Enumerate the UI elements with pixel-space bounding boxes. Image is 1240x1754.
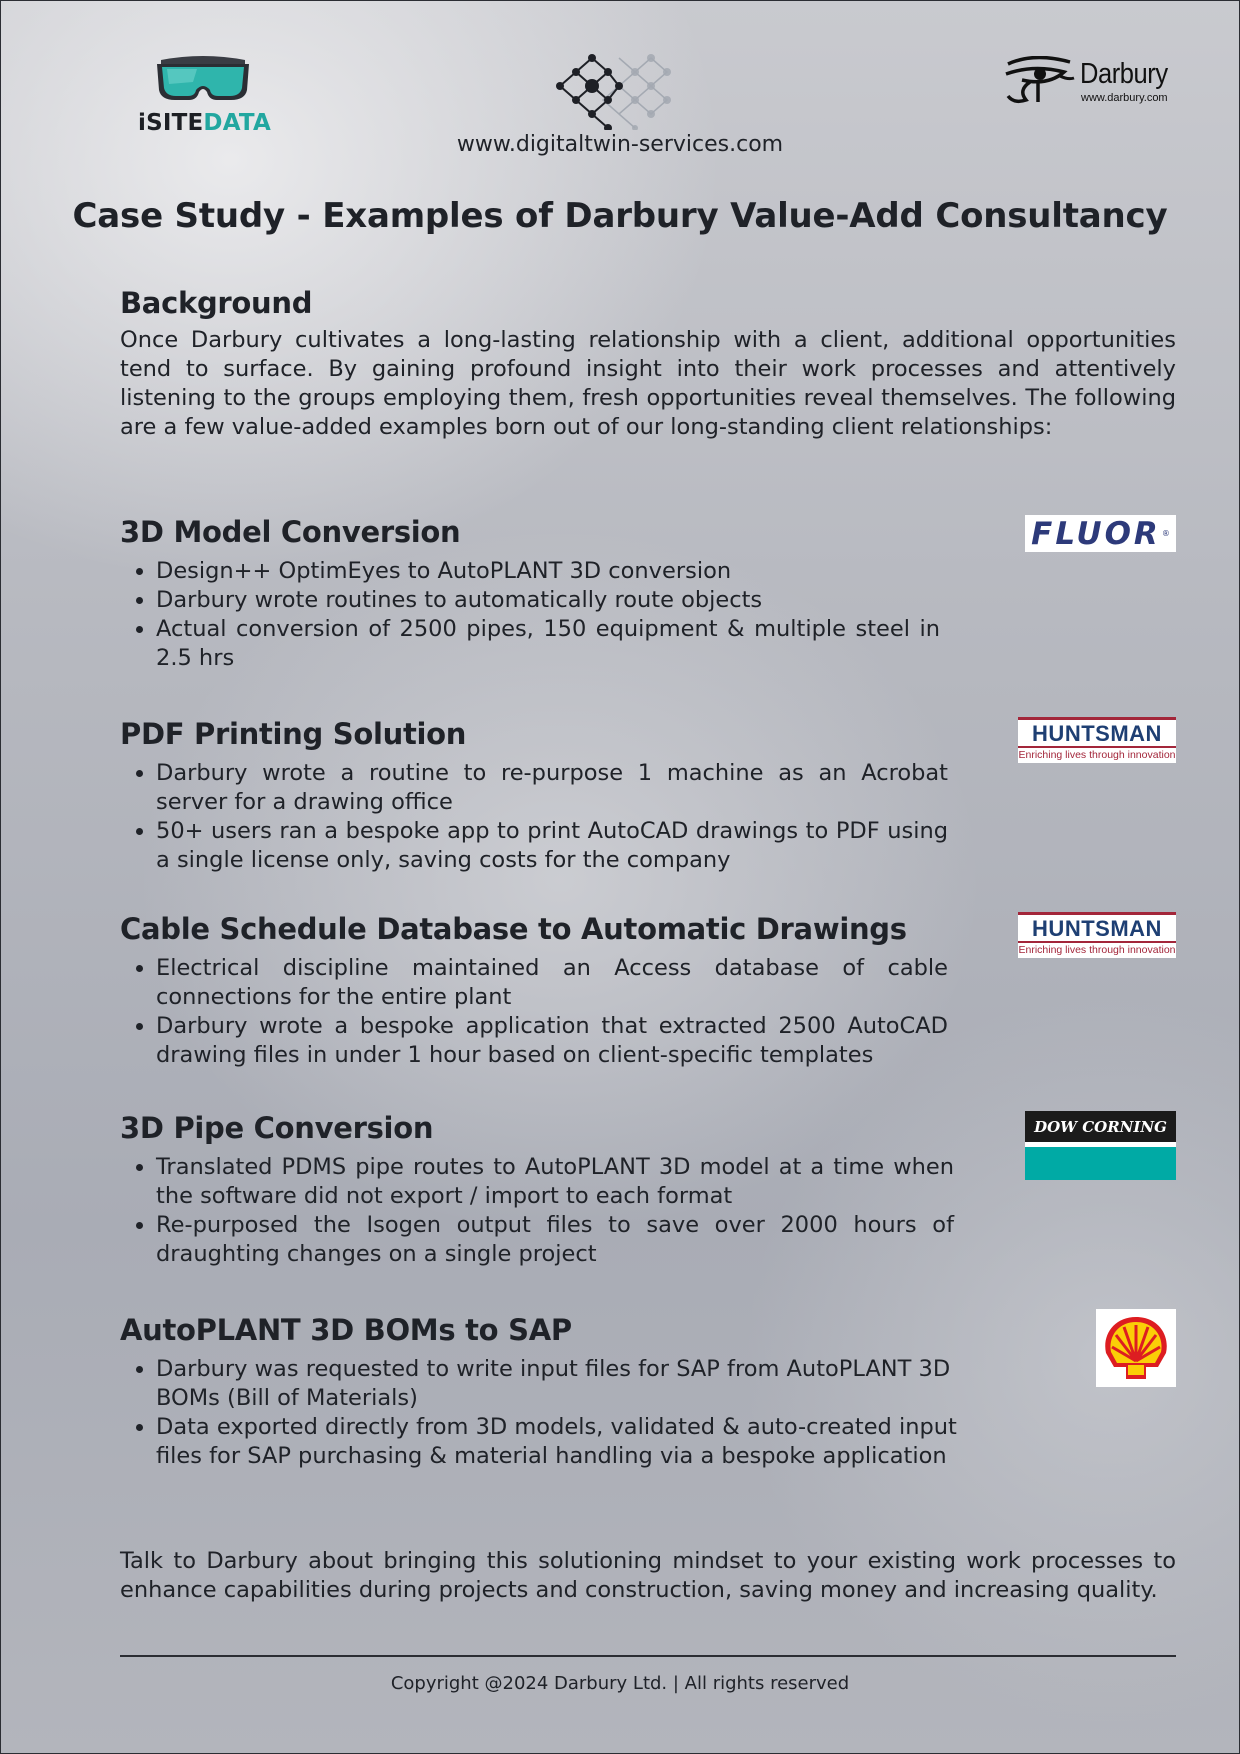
section-cable-schedule	[120, 912, 948, 1070]
darbury-logo-url: www.darbury.com	[1081, 92, 1168, 104]
fluor-logo-text: FLUOR	[1031, 515, 1161, 552]
darbury-logo-name: Darbury	[1080, 58, 1168, 90]
dow-corning-logo	[1025, 1111, 1176, 1180]
fluor-logo: FLUOR ®	[1025, 515, 1176, 552]
huntsman-logo-name: HUNTSMAN	[1032, 721, 1162, 746]
section-3d-pipe-conversion	[120, 1111, 954, 1269]
list-item: • Darbury wrote a bespoke application that extracted 2500 AutoCAD drawing files in under 1 hour based on client-specific templates	[156, 1012, 948, 1070]
list-item: • 50+ users ran a bespoke app to print AutoCAD drawings to PDF using a single license only, saving costs for the company	[156, 817, 948, 875]
list-item: • Electrical discipline maintained an Access database of cable connections for the entire plant	[156, 954, 948, 1012]
section-3d-model-conversion	[120, 515, 940, 673]
bullet-list	[120, 759, 948, 875]
headset-icon	[153, 54, 253, 106]
huntsman-logo	[1018, 717, 1176, 763]
bullet-list	[120, 1153, 954, 1269]
shell-logo	[1096, 1309, 1176, 1387]
footer-divider	[120, 1655, 1176, 1657]
website-url[interactable]: www.digitaltwin-services.com	[456, 132, 784, 157]
section-heading: Cable Schedule Database to Automatic Drawings	[120, 912, 907, 946]
list-item: • Re-purposed the Isogen output files to save over 2000 hours of draughting changes on a single project	[156, 1211, 954, 1269]
isitedata-logo-part2: DATA	[203, 110, 272, 136]
huntsman-logo-name: HUNTSMAN	[1032, 916, 1162, 941]
shell-icon	[1096, 1309, 1176, 1387]
bullet-list	[120, 557, 940, 673]
section-heading: 3D Pipe Conversion	[120, 1111, 434, 1145]
isitedata-logo-part1: iSITE	[138, 110, 204, 136]
list-item: • Darbury was requested to write input files for SAP from AutoPLANT 3D BOMs (Bill of Materials)	[156, 1355, 962, 1413]
bullet-list	[120, 954, 948, 1070]
section-pdf-printing	[120, 717, 948, 875]
page-title: Case Study - Examples of Darbury Value-Add Consultancy	[72, 196, 1168, 236]
bullet-list	[120, 1355, 962, 1471]
list-item: • Darbury wrote routines to automatically route objects	[156, 586, 940, 615]
list-item: • Actual conversion of 2500 pipes, 150 equipment & multiple steel in 2.5 hrs	[156, 615, 940, 673]
darbury-logo	[1004, 54, 1184, 114]
background-text: Once Darbury cultivates a long-lasting relationship with a client, additional opportunities tend to surface. By gaining profound insight into their work processes and attentively listening to the groups employing them, fresh opportunities reveal themselves. The following are a few value-added examples born out of our long-standing client relationships:	[120, 327, 1176, 440]
huntsman-logo-tagline: Enriching lives through innovation	[1018, 944, 1176, 956]
dow-corning-logo-text: DOW CORNING	[1034, 1117, 1167, 1136]
closing-section	[120, 1547, 1176, 1605]
section-boms-to-sap	[120, 1313, 962, 1471]
list-item: • Darbury wrote a routine to re-purpose 1 machine as an Acrobat server for a drawing office	[156, 759, 948, 817]
list-item: • Translated PDMS pipe routes to AutoPLANT 3D model at a time when the software did not export / import to each format	[156, 1153, 954, 1211]
copyright-footer: Copyright @2024 Darbury Ltd. | All rights reserved	[390, 1673, 850, 1694]
huntsman-logo-tagline: Enriching lives through innovation	[1018, 749, 1176, 761]
background-section	[120, 286, 1176, 442]
list-item: • Data exported directly from 3D models, validated & auto-created input files for SAP purchasing & material handling via a bespoke application	[156, 1413, 962, 1471]
background-heading: Background	[120, 286, 313, 320]
closing-text: Talk to Darbury about bringing this solutioning mindset to your existing work processes to enhance capabilities during projects and construction, saving money and increasing quality.	[120, 1548, 1176, 1603]
list-item: • Design++ OptimEyes to AutoPLANT 3D conversion	[156, 557, 940, 586]
eye-of-horus-icon	[1004, 56, 1076, 106]
section-heading: PDF Printing Solution	[120, 717, 467, 751]
section-heading: AutoPLANT 3D BOMs to SAP	[120, 1313, 572, 1347]
section-heading: 3D Model Conversion	[120, 515, 461, 549]
digitaltwin-network-logo	[554, 54, 684, 130]
huntsman-logo	[1018, 912, 1176, 958]
